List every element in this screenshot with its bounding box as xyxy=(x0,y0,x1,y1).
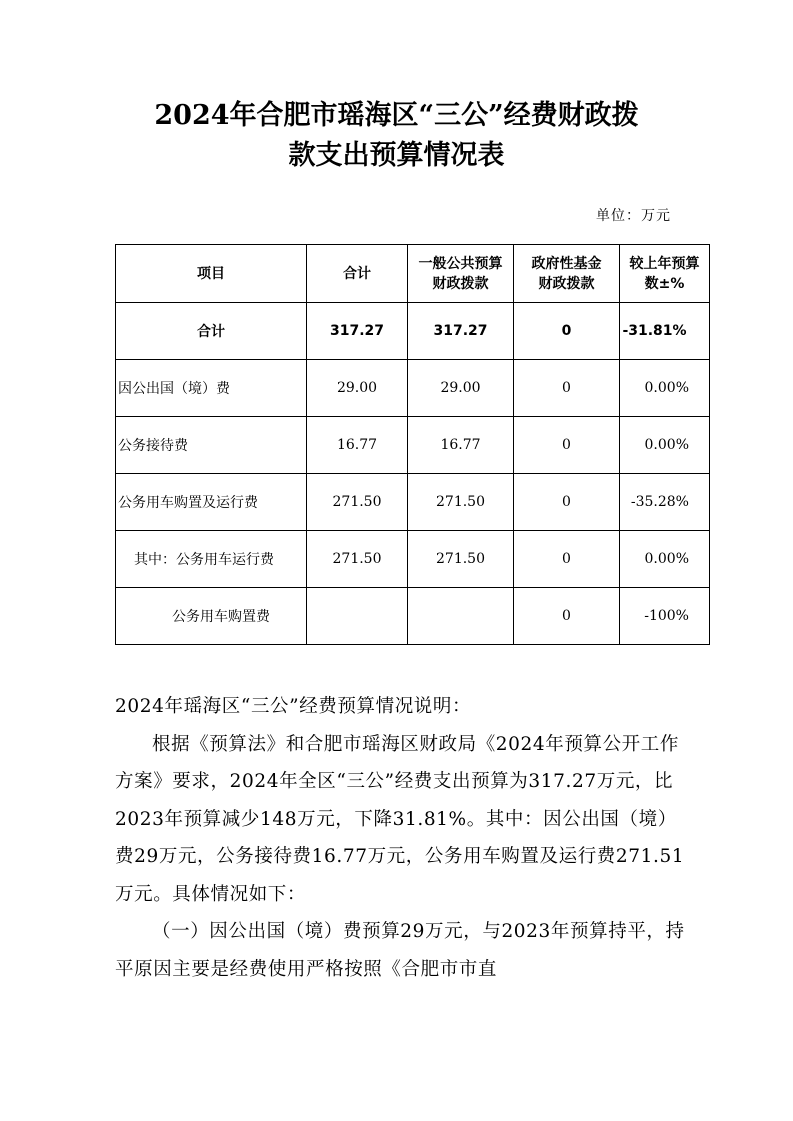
unit-label: 单位：万元 xyxy=(596,208,671,224)
cell-general: 29.00 xyxy=(408,360,514,417)
header-change-line1: 较上年预算 xyxy=(629,255,700,272)
cell-fund: 0 xyxy=(514,531,620,588)
budget-table xyxy=(115,244,710,645)
cell-total: 16.77 xyxy=(307,417,408,474)
title-line-1: 2024年合肥市瑶海区“三公”经费财政拨 xyxy=(154,100,639,131)
explanation-heading: 2024年瑶海区“三公”经费预算情况说明： xyxy=(115,696,472,717)
cell-total: 271.50 xyxy=(307,474,408,531)
header-change-line2: 数±% xyxy=(644,275,685,292)
explanation-section xyxy=(115,688,685,988)
cell-total xyxy=(307,588,408,645)
header-general-budget xyxy=(408,245,514,303)
cell-general xyxy=(408,588,514,645)
cell-general: 271.50 xyxy=(408,474,514,531)
cell-total: 271.50 xyxy=(307,531,408,588)
cell-fund: 0 xyxy=(514,588,620,645)
cell-fund: 0 xyxy=(514,303,620,360)
cell-total: 29.00 xyxy=(307,360,408,417)
cell-change: -35.28% xyxy=(620,474,710,531)
cell-general: 16.77 xyxy=(408,417,514,474)
title-line-2: 款支出预算情况表 xyxy=(288,140,505,171)
table-row xyxy=(116,360,710,417)
header-government-fund xyxy=(514,245,620,303)
cell-general: 317.27 xyxy=(408,303,514,360)
cell-change: -31.81% xyxy=(620,303,710,360)
page-title xyxy=(0,96,793,176)
table-row-total xyxy=(116,303,710,360)
header-fund-line2: 财政拨款 xyxy=(538,275,595,292)
table-header-row xyxy=(116,245,710,303)
cell-general: 271.50 xyxy=(408,531,514,588)
explanation-paragraph: （一）因公出国（境）费预算29万元，与2023年预算持平，持平原因主要是经费使用严格按照《合肥市市直 xyxy=(115,921,685,980)
table-row xyxy=(116,531,710,588)
cell-item: 公务用车购置费 xyxy=(116,588,307,645)
cell-change: 0.00% xyxy=(620,360,710,417)
header-general-line1: 一般公共预算 xyxy=(418,255,503,272)
cell-fund: 0 xyxy=(514,417,620,474)
cell-item: 公务用车购置及运行费 xyxy=(116,474,307,531)
explanation-paragraph: 根据《预算法》和合肥市瑶海区财政局《2024年预算公开工作方案》要求，2024年全区“三公”经费支出预算为317.27万元，比2023年预算减少148万元，下降31.81%。其中：因公出国（境）费29万元，公务接待费16.77万元，公务用车购置及运行费271.51万元。具体情况如下： xyxy=(115,733,685,905)
cell-fund: 0 xyxy=(514,474,620,531)
table-row xyxy=(116,588,710,645)
cell-total: 317.27 xyxy=(307,303,408,360)
cell-item: 其中：公务用车运行费 xyxy=(116,531,307,588)
cell-item: 公务接待费 xyxy=(116,417,307,474)
header-fund-line1: 政府性基金 xyxy=(531,255,602,272)
cell-item: 因公出国（境）费 xyxy=(116,360,307,417)
header-change xyxy=(620,245,710,303)
table-row xyxy=(116,417,710,474)
cell-change: 0.00% xyxy=(620,417,710,474)
table-row xyxy=(116,474,710,531)
header-item: 项目 xyxy=(116,245,307,303)
header-general-line2: 财政拨款 xyxy=(432,275,489,292)
header-total: 合计 xyxy=(307,245,408,303)
cell-item: 合计 xyxy=(116,303,307,360)
cell-fund: 0 xyxy=(514,360,620,417)
cell-change: -100% xyxy=(620,588,710,645)
cell-change: 0.00% xyxy=(620,531,710,588)
